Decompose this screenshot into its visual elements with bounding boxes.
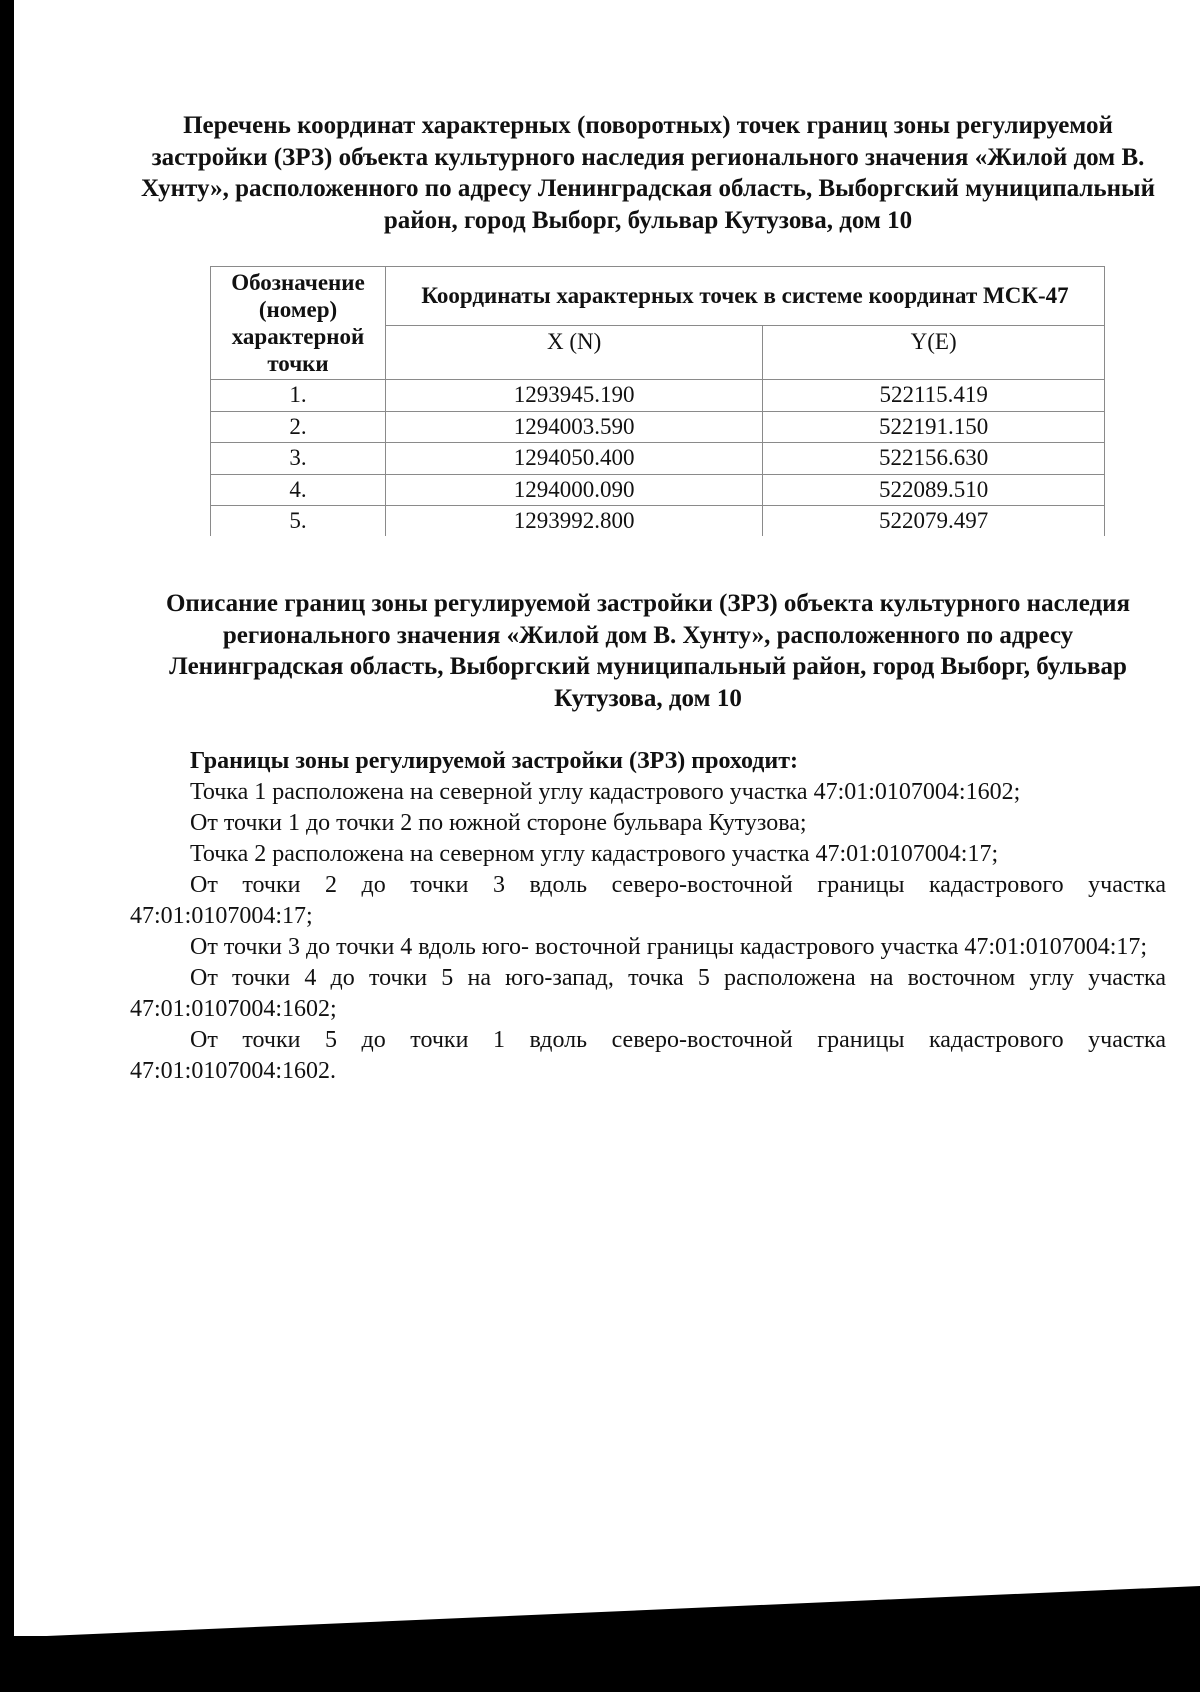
x-coordinate: 1293945.190 (386, 380, 763, 412)
x-coordinate: 1294003.590 (386, 411, 763, 443)
x-coordinate: 1293992.800 (386, 506, 763, 537)
header-point-number: Обозначение (номер) характерной точки (211, 267, 386, 380)
y-coordinate: 522079.497 (763, 506, 1105, 537)
table-row (211, 380, 1105, 412)
table-row (211, 474, 1105, 506)
boundary-paragraph: От точки 4 до точки 5 на юго-запад, точка 5 расположена на восточном углу участка 47:01:0107004:1602; (130, 965, 1166, 1022)
boundary-description-body (130, 746, 1166, 1087)
table-row (211, 411, 1105, 443)
y-coordinate: 522115.419 (763, 380, 1105, 412)
y-coordinate: 522156.630 (763, 443, 1105, 475)
coordinates-table (210, 266, 1105, 536)
boundary-paragraph: От точки 3 до точки 4 вдоль юго- восточной границы кадастрового участка 47:01:0107004:17; (190, 934, 1148, 960)
boundary-lead: Границы зоны регулируемой застройки (ЗРЗ) проходит: (190, 748, 799, 774)
boundary-paragraph: Точка 1 расположена на северной углу кадастрового участка 47:01:0107004:1602; (190, 779, 1021, 805)
y-coordinate: 522191.150 (763, 411, 1105, 443)
boundary-description-title: Описание границ зоны регулируемой застройки (ЗРЗ) объекта культурного наследия регионального значения «Жилой дом В. Хунту», расположенного по адресу Ленинградская область, Выборгский муниципальный район, город Выборг, бульвар Кутузова, дом 10 (165, 590, 1131, 712)
boundary-paragraph: От точки 2 до точки 3 вдоль северо-восточной границы кадастрового участка 47:01:0107004:17; (130, 872, 1166, 929)
scan-border-left (0, 0, 14, 1692)
boundary-paragraph: От точки 5 до точки 1 вдоль северо-восточной границы кадастрового участка 47:01:0107004:1602. (130, 1027, 1166, 1084)
table-row (211, 506, 1105, 537)
point-number: 2. (211, 411, 386, 443)
x-coordinate: 1294000.090 (386, 474, 763, 506)
point-number: 5. (211, 506, 386, 537)
header-x-n: X (N) (386, 326, 763, 380)
coordinates-list-title: Перечень координат характерных (поворотных) точек границ зоны регулируемой застройки (ЗРЗ) объекта культурного наследия регионального значения «Жилой дом В. Хунту», расположенного по адресу Ленинградская область, Выборгский муниципальный район, город Выборг, бульвар Кутузова, дом 10 (141, 112, 1155, 234)
x-coordinate: 1294050.400 (386, 443, 763, 475)
scan-border-wedge (0, 1586, 1200, 1638)
point-number: 4. (211, 474, 386, 506)
point-number: 1. (211, 380, 386, 412)
boundary-paragraph: От точки 1 до точки 2 по южной стороне бульвара Кутузова; (190, 810, 807, 836)
boundary-paragraph: Точка 2 расположена на северном углу кадастрового участка 47:01:0107004:17; (190, 841, 999, 867)
header-y-e: Y(E) (763, 326, 1105, 380)
table-row (211, 443, 1105, 475)
point-number: 3. (211, 443, 386, 475)
document-page (130, 110, 1166, 1087)
y-coordinate: 522089.510 (763, 474, 1105, 506)
scan-border-bottom (0, 1636, 1200, 1692)
header-coordinate-system: Координаты характерных точек в системе координат МСК-47 (386, 267, 1105, 326)
